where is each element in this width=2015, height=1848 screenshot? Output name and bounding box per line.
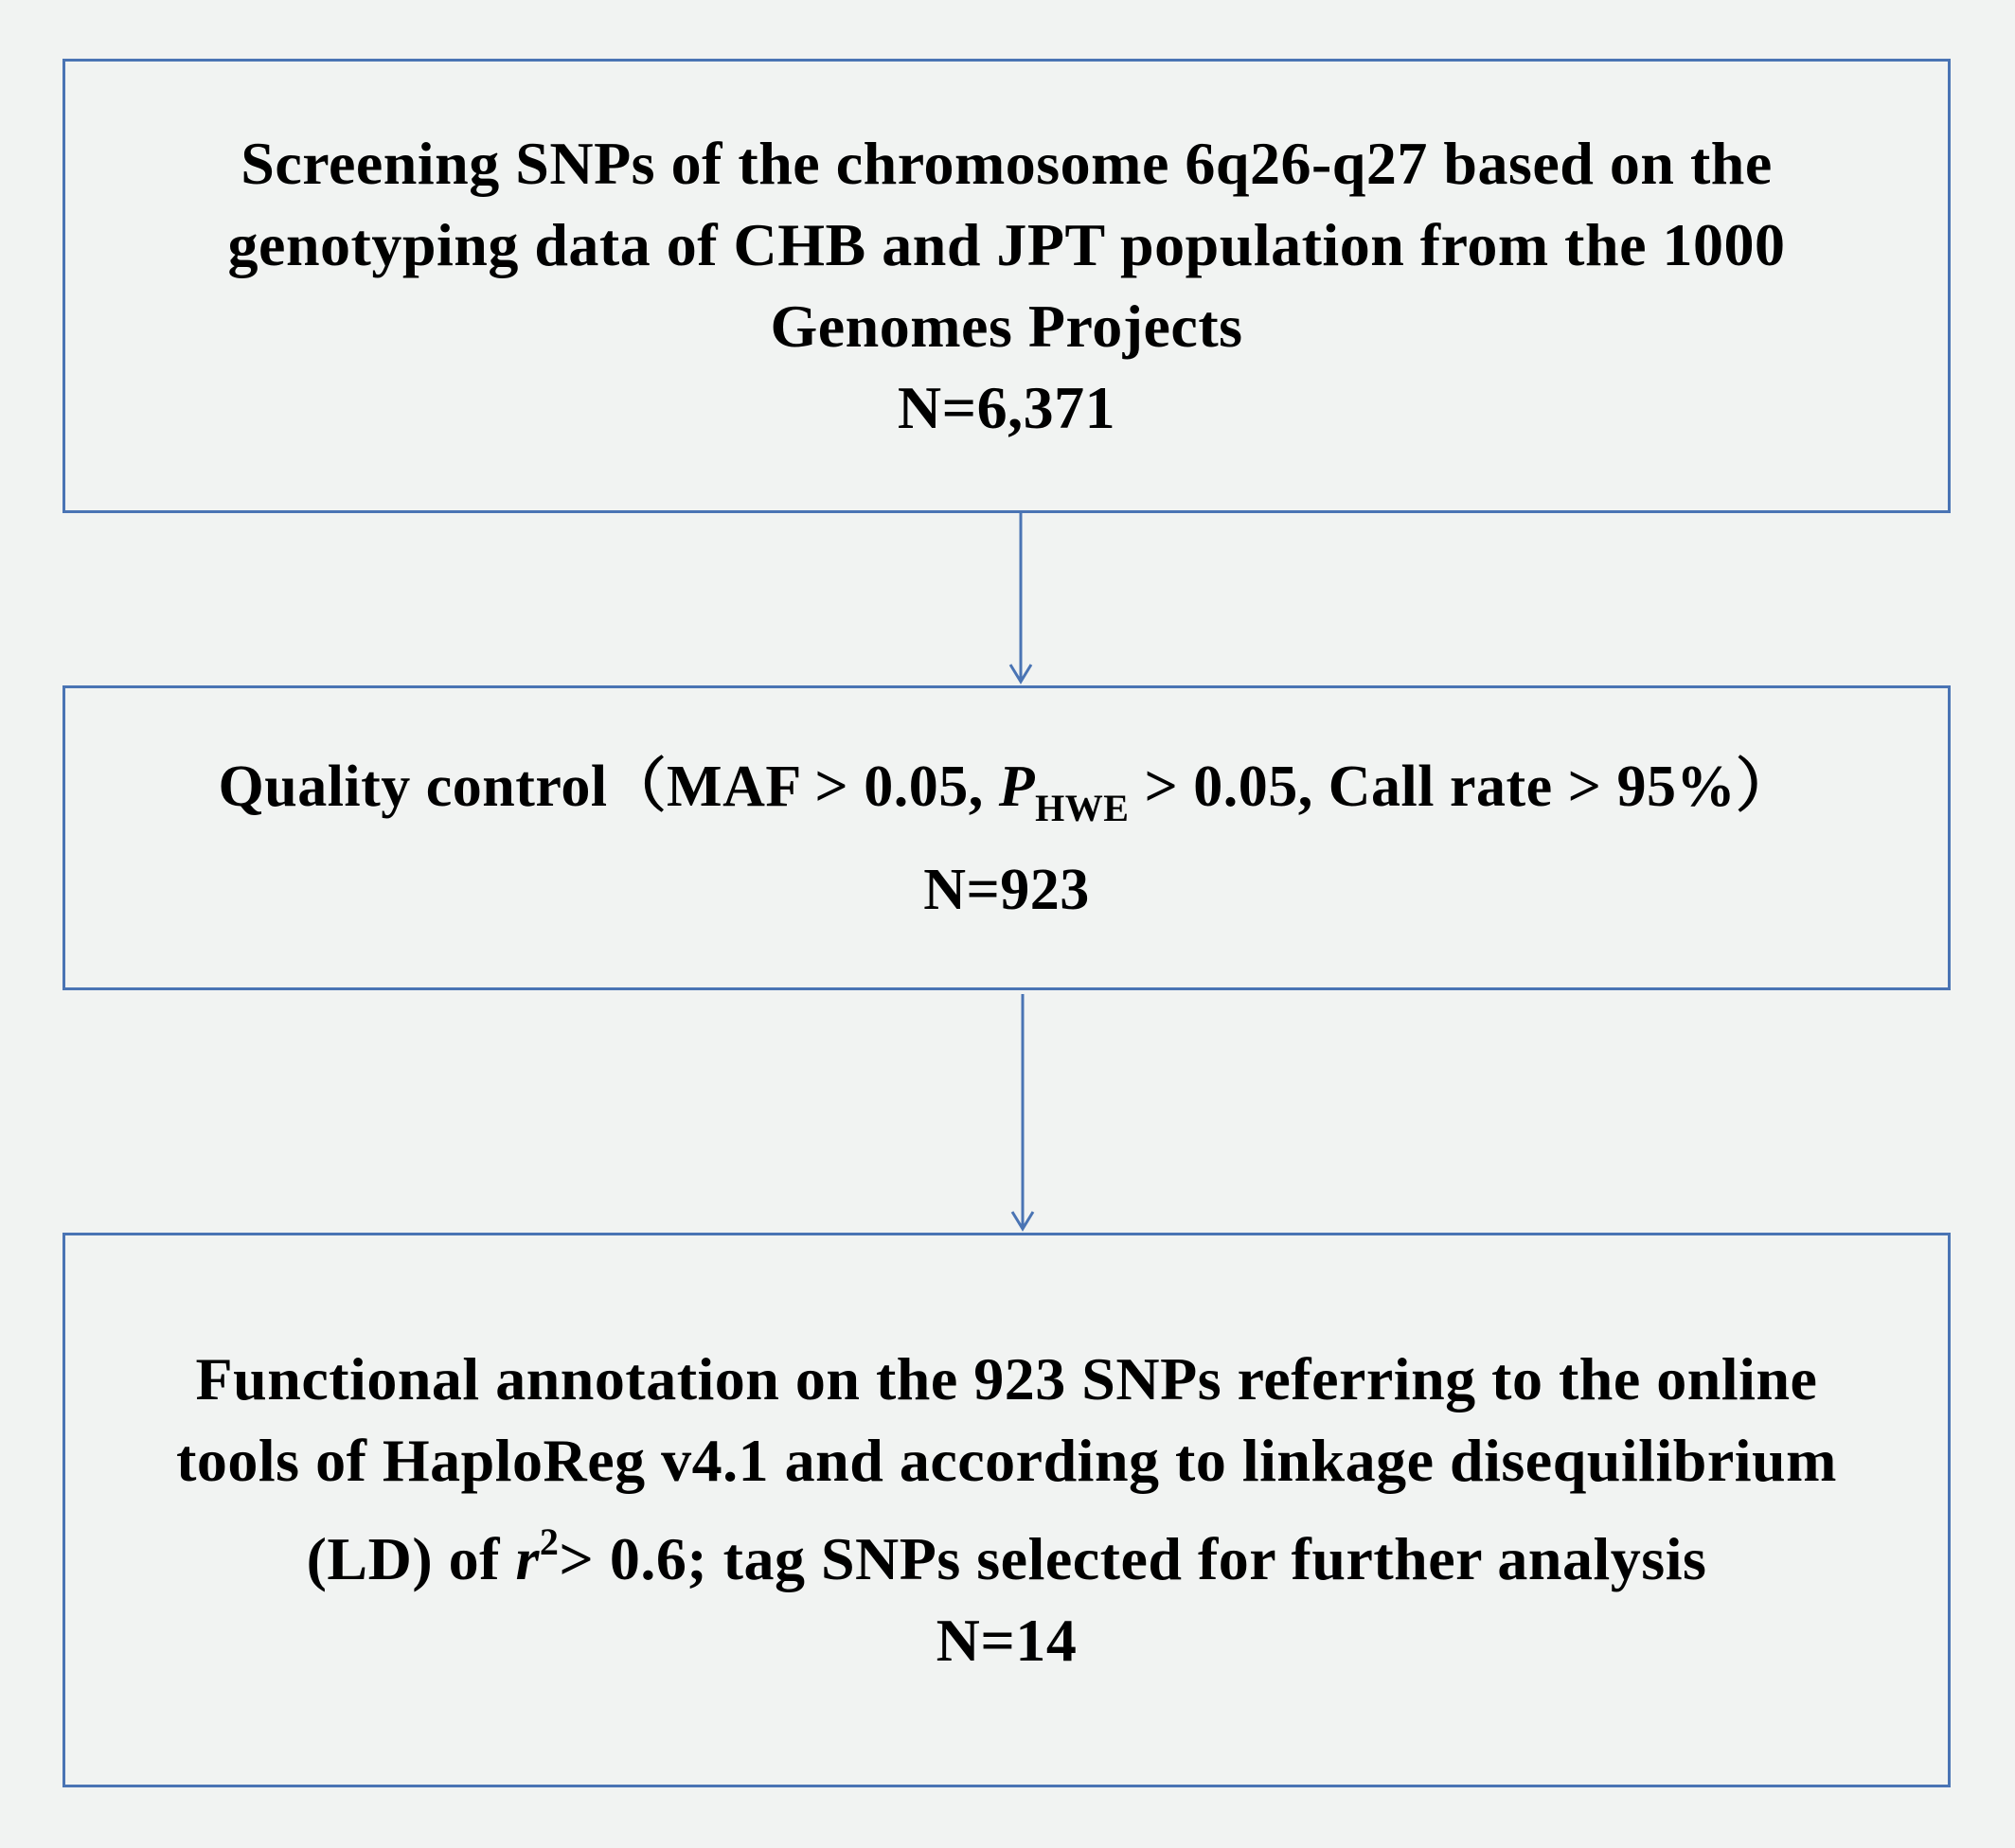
step-3-ld-lead: (LD) of [306, 1525, 516, 1592]
step-3-count: N=14 [936, 1607, 1078, 1674]
p-hwe-subscript: HWE [1035, 786, 1130, 829]
p-hwe-symbol: P [998, 754, 1036, 819]
step-3-line-3 [307, 1502, 1707, 1600]
step-2-box [62, 685, 1951, 990]
step-2-criteria-tail: > 0.05, Call rate > 95%） [1129, 754, 1795, 819]
step-1-line-2: genotyping data of CHB and JPT population from the 1000 [227, 211, 1786, 278]
step-3-ld-tail: > 0.6; tag SNPs selected for further analysis [559, 1525, 1707, 1592]
step-3-line-1: Functional annotation on the 923 SNPs referring to the online [195, 1345, 1818, 1413]
step-1-count: N=6,371 [897, 374, 1116, 441]
r-squared-superscript: 2 [539, 1520, 560, 1563]
r-squared-symbol: r [515, 1525, 540, 1592]
step-2-count: N=923 [923, 857, 1090, 922]
arrow-step-2-to-3 [1008, 994, 1038, 1233]
step-3-line-2: tools of HaploReg v4.1 and according to linkage disequilibrium [176, 1427, 1837, 1494]
step-2-criteria-lead: Quality control（MAF > 0.05, [218, 754, 999, 819]
step-1-line-1: Screening SNPs of the chromosome 6q26-q27 based on the [241, 130, 1773, 197]
step-1-box [62, 59, 1951, 513]
step-1-line-3: Genomes Projects [770, 293, 1243, 360]
arrow-step-1-to-2 [1006, 513, 1036, 685]
step-2-criteria [218, 746, 1794, 849]
step-3-box [62, 1233, 1951, 1787]
